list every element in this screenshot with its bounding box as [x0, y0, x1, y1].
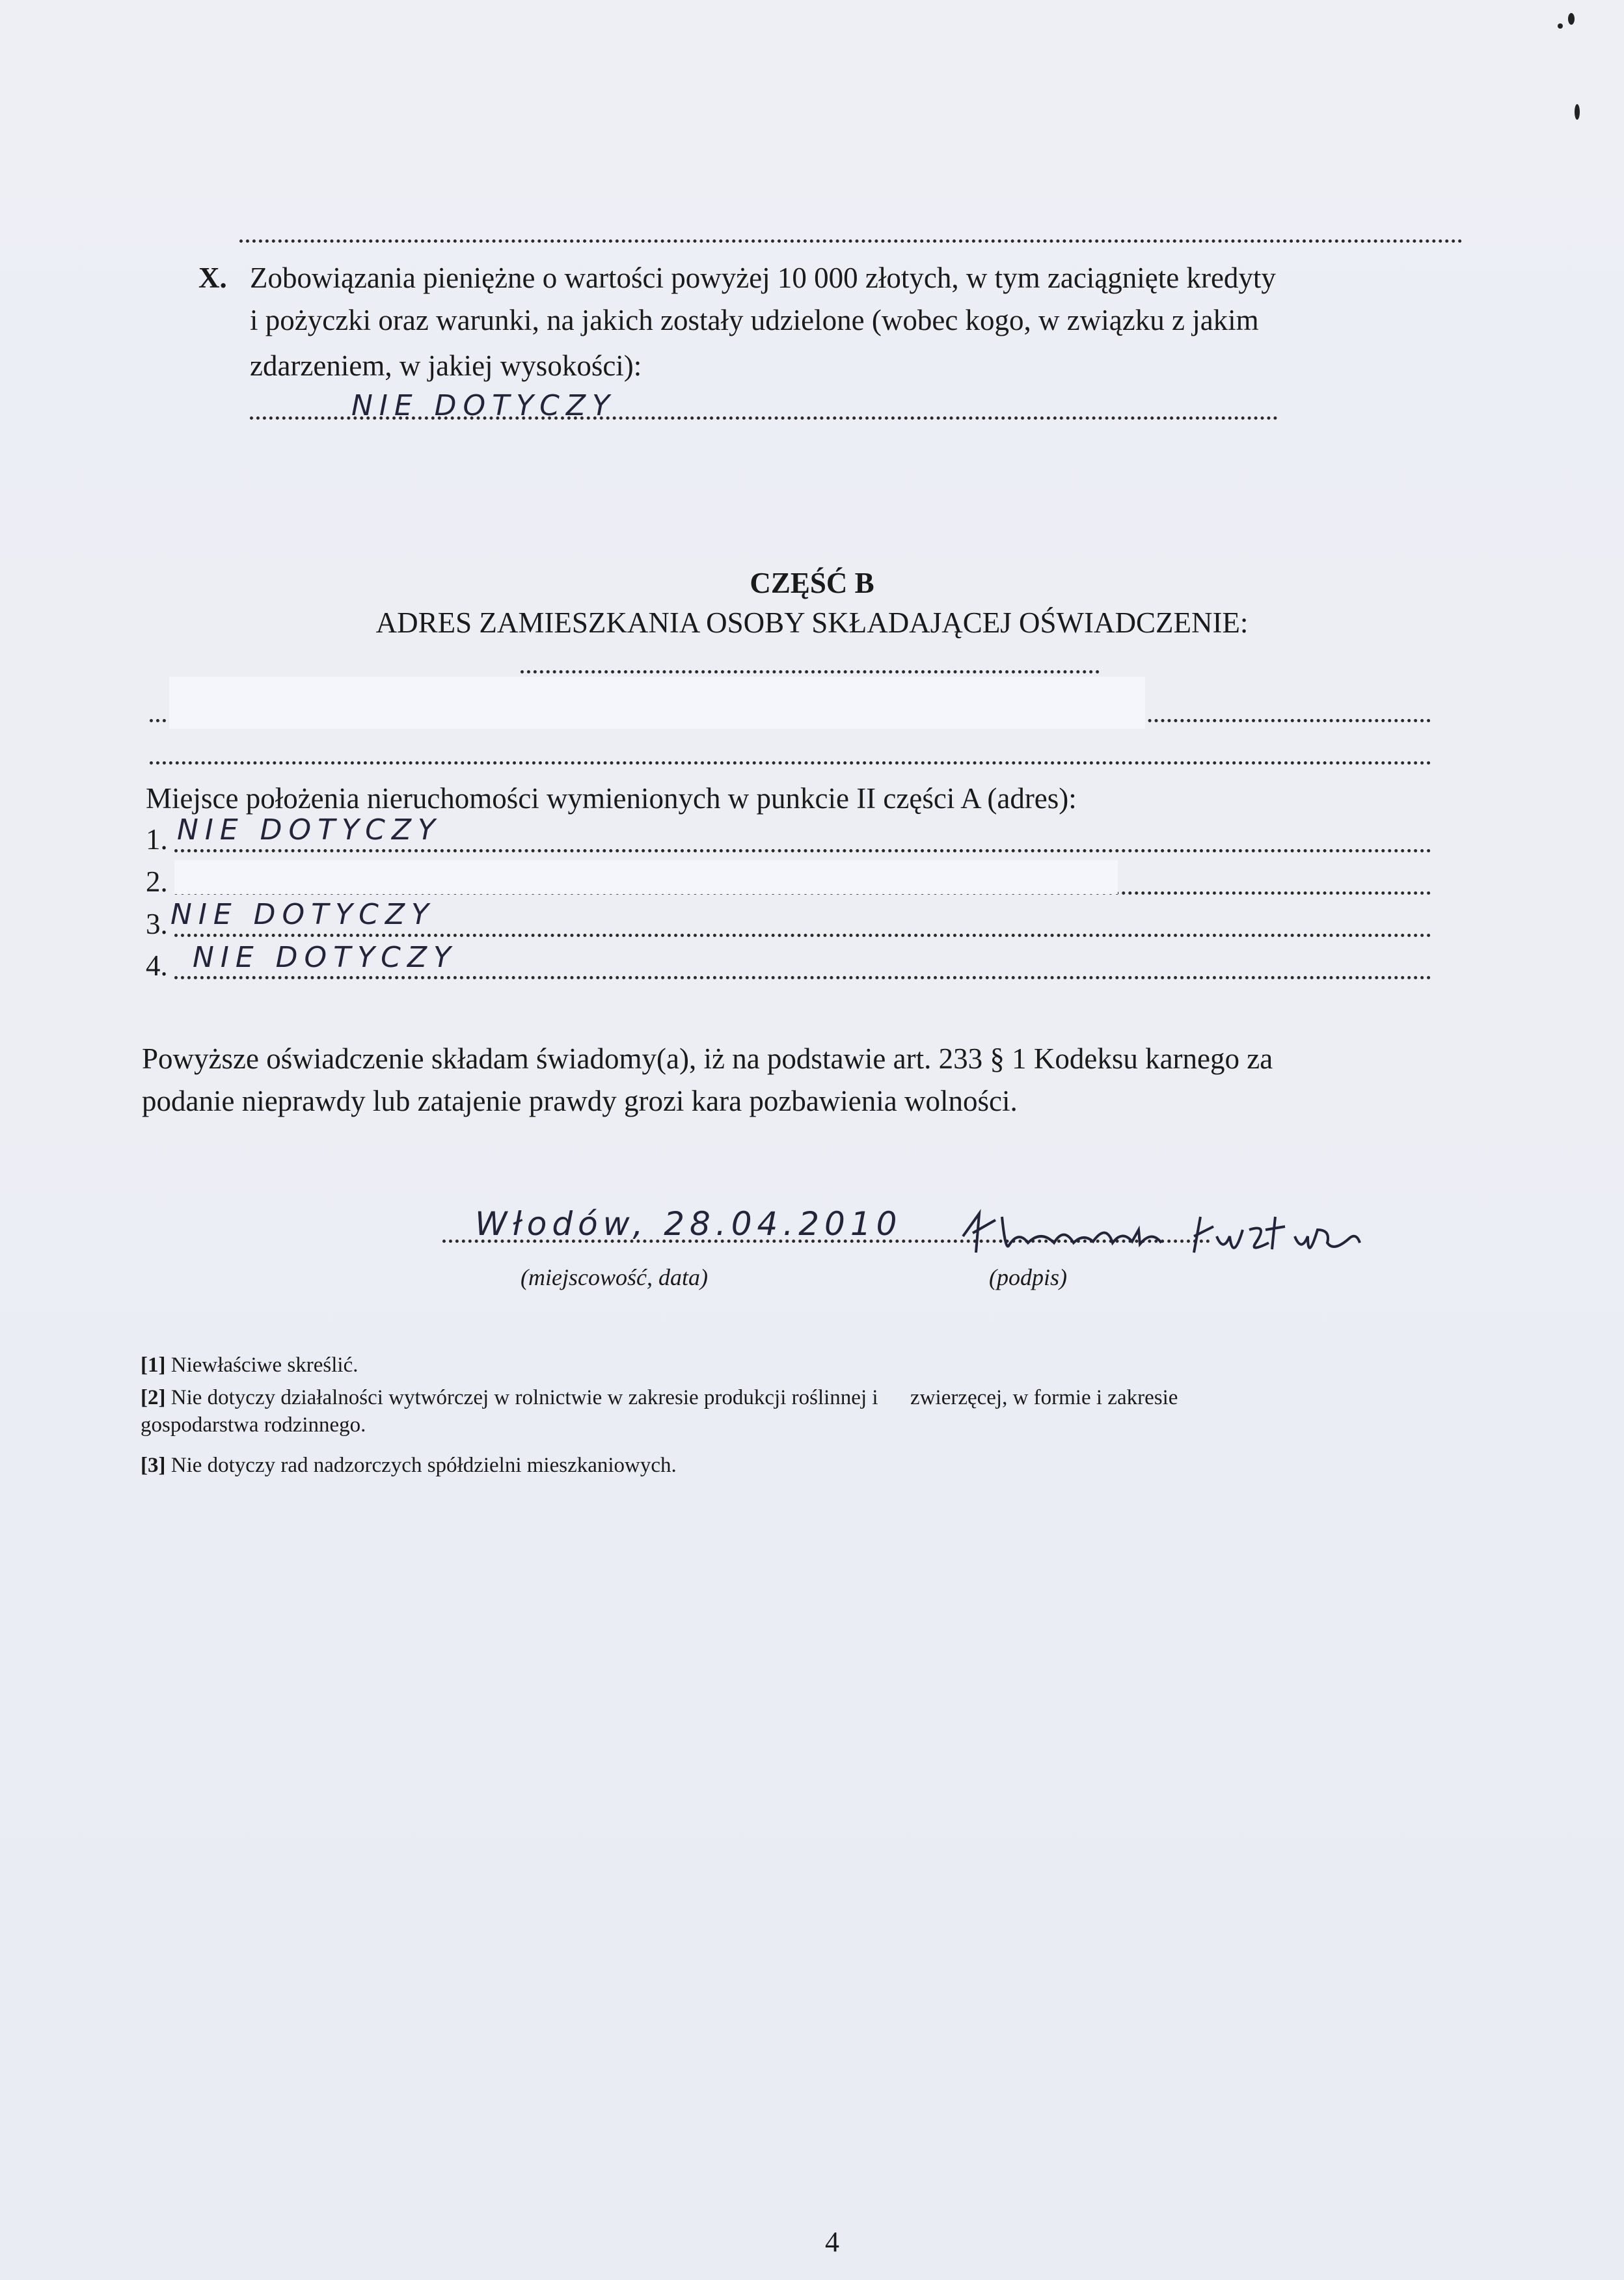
property-2-number: 2. — [146, 865, 168, 898]
footnote-3 — [141, 1454, 677, 1478]
property-1-value: NIE DOTYCZY — [177, 813, 442, 847]
footnote-2-text: Nie dotyczy działalności wytwórczej w rolnictwie w zakresie produkcji roślinnej i zwierzęcej, w formie i zakresie — [170, 1386, 1178, 1409]
footnote-2-continued: gospodarstwa rodzinnego. — [141, 1413, 366, 1437]
place-date-caption: (miejscowość, data) — [521, 1264, 708, 1290]
property-4-line — [174, 976, 1431, 979]
top-dotted-line — [239, 239, 1463, 243]
property-3-value: NIE DOTYCZY — [170, 898, 435, 931]
part-b-title: CZĘŚĆ B — [750, 567, 874, 599]
declaration-line-1: Powyższe oświadczenie składam świadomy(a), iż na podstawie art. 233 § 1 Kodeksu karnego za — [142, 1042, 1273, 1075]
section-x-line-1: Zobowiązania pieniężne o wartości powyżej 10 000 złotych, w tym zaciągnięte kredyty — [250, 262, 1276, 294]
footnote-2 — [141, 1386, 1178, 1410]
property-1-number: 1. — [146, 823, 168, 856]
footnote-3-marker: [3] — [141, 1454, 166, 1477]
property-2-redaction — [174, 860, 1118, 894]
property-3-number: 3. — [146, 908, 168, 940]
property-4-number: 4. — [146, 949, 168, 982]
properties-intro: Miejsce położenia nieruchomości wymienionych w punkcie II części A (adres): — [146, 782, 1077, 815]
property-1-line — [174, 849, 1431, 852]
footnote-3-text: Nie dotyczy rad nadzorczych spółdzielni mieszkaniowych. — [170, 1454, 677, 1477]
scan-speck — [1558, 23, 1563, 29]
property-4-value: NIE DOTYCZY — [193, 941, 457, 974]
signature-scribble — [943, 1191, 1379, 1275]
section-x-line-2: i pożyczki oraz warunki, na jakich zostały udzielone (wobec kogo, w związku z jakim — [250, 304, 1259, 336]
address-redaction — [169, 677, 1145, 729]
declaration-line-2: podanie nieprawdy lub zatajenie prawdy grozi kara pozbawienia wolności. — [142, 1085, 1018, 1117]
footnote-1 — [141, 1353, 358, 1378]
place-date-handwritten: Włodów, 28.04.2010 — [475, 1205, 902, 1243]
footnote-1-marker: [1] — [141, 1353, 166, 1377]
section-x-marker: X. — [198, 262, 227, 294]
scan-speck — [1575, 104, 1580, 120]
address-line-3 — [150, 761, 1431, 765]
address-line-1 — [521, 670, 1100, 673]
property-3-line — [174, 934, 1431, 937]
part-b-subtitle: ADRES ZAMIESZKANIA OSOBY SKŁADAJĄCEJ OŚWIADCZENIE: — [375, 606, 1249, 639]
scan-speck — [1568, 13, 1575, 25]
page-number: 4 — [825, 2226, 839, 2258]
footnote-1-text: Niewłaściwe skreślić. — [170, 1353, 359, 1377]
section-x-line-3: zdarzeniem, w jakiej wysokości): — [250, 349, 642, 382]
section-x-answer: NIE DOTYCZY — [351, 389, 616, 422]
footnote-2-marker: [2] — [141, 1386, 166, 1409]
signature-caption: (podpis) — [989, 1264, 1067, 1290]
